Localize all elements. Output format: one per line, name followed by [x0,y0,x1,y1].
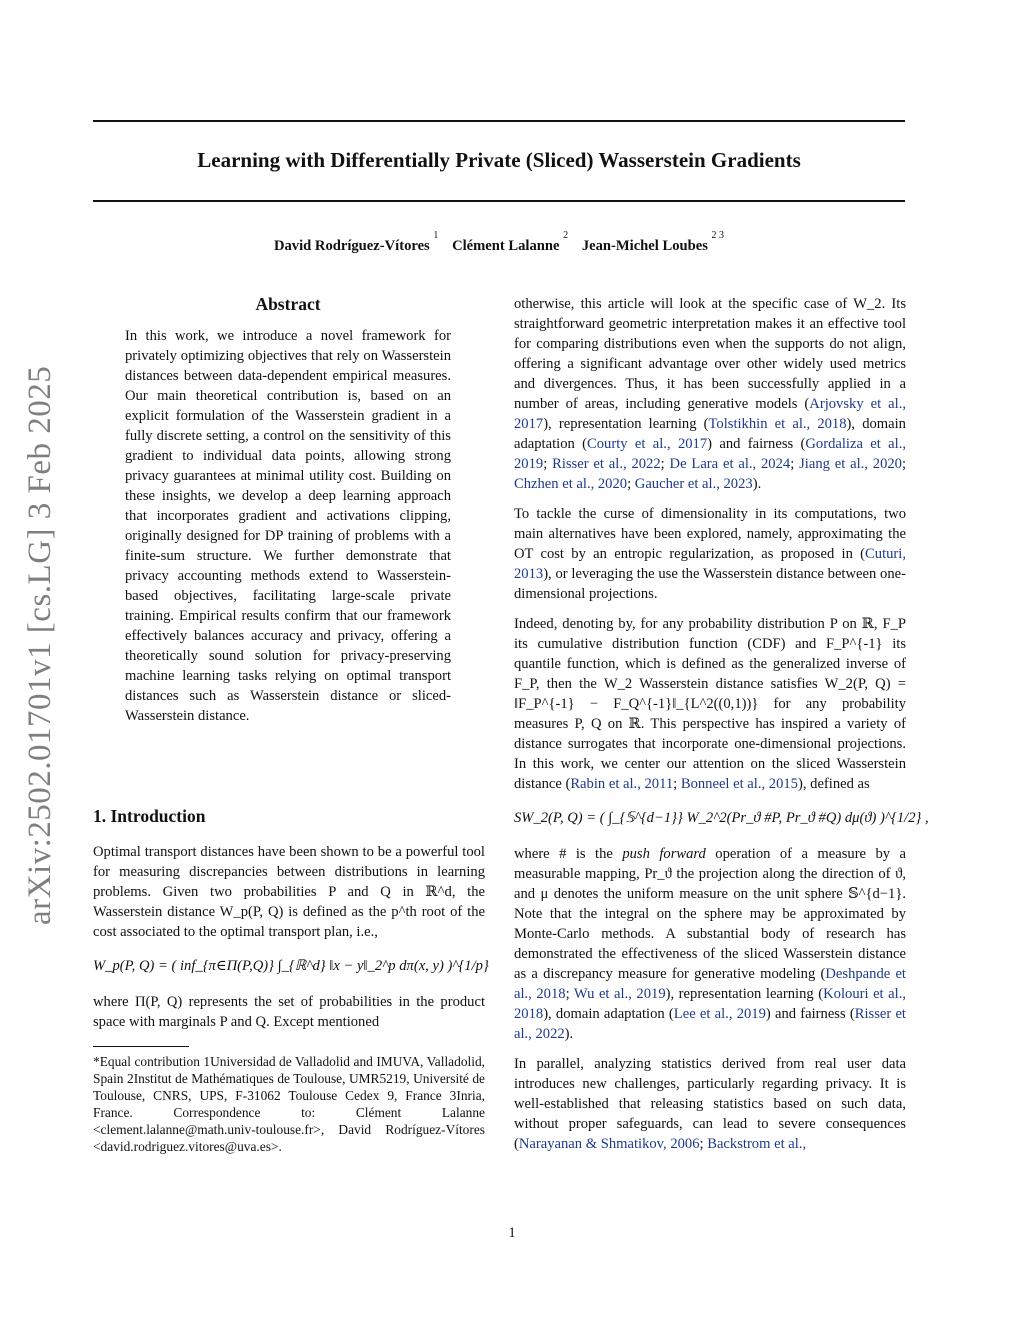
paragraph: Indeed, denoting by, for any probability distribution P on ℝ, F_P its cumulative distribution function (CDF) and F_P^{-1} its quantile function, which is defined as the generalized inverse of F_P, then the W_2 Wasserstein distance satisfies W_2(P, Q) = ‖F_P^{-1} − F_Q^{-1}‖_{L^2((0,1))} for any probability measures P, Q on ℝ. This perspective has inspired a variety of distance surrogates that incorporate one-dimensional projections. In this work, we center our attention on the sliced Wasserstein distance (Rabin et al., 2011; Bonneel et al., 2015), defined as [514,616,906,792]
equation-sliced-wasserstein: SW_2(P, Q) = ( ∫_{𝕊^{d−1}} W_2^2(Pr_ϑ #P, Pr_ϑ #Q) dμ(ϑ) )^{1/2} , [514,810,929,826]
abstract-text: In this work, we introduce a novel framework for privately optimizing objectives that rely on Wasserstein distances between data-dependent empirical measures. Our main theoretical contribution is, based on an explicit formulation of the Wasserstein gradient in a fully discrete setting, a control on the sensitivity of this gradient to individual data points, allowing strong privacy guarantees at minimal utility cost. Building on these insights, we develop a deep learning approach that incorporates gradient and activations clipping, originally designed for DP training of problems with a finite-sum structure. We further demonstrate that privacy accounting methods extend to Wasserstein-based objectives, facilitating large-scale private training. Empirical results confirm that our framework effectively balances accuracy and privacy, offering a theoretically sound solution for privacy-preserving machine learning tasks relying on optimal transport distances such as Wasserstein distance or sliced-Wasserstein distance. [125,328,451,724]
author-3: Jean-Michel Loubes $^{2 3}$ [581,230,725,254]
top-rule [93,120,905,122]
paragraph: where # is the push forward operation of a measure by a measurable mapping, Pr_ϑ the projection along the direction of ϑ, and μ denotes the uniform measure on the unit sphere 𝕊^{d−1}. Note that the integral on the sphere may be approximated by Monte-Carlo methods. A substantial body of research has demonstrated the effectiveness of the sliced Wasserstein distance as a discrepancy measure for generative modeling (Deshpande et al., 2018; Wu et al., 2019), representation learning (Kolouri et al., 2018), domain adaptation (Lee et al., 2019) and fairness (Risser et al., 2022). [514,846,907,1042]
citation-link[interactable]: Wu et al., 2019 [573,986,666,1002]
citation-link[interactable]: Risser et al., 2022 [552,456,661,472]
author-1: David Rodríguez-Vítores $^1$ [273,230,439,254]
author-2: Clément Lalanne $^2$ [452,230,569,254]
citation-link[interactable]: Lee et al., 2019 [673,1006,766,1022]
citation-link[interactable]: Courty et al., 2017 [587,436,708,452]
footnote-rule [93,1046,189,1047]
citation-link[interactable]: Tolstikhin et al., 2018 [708,416,847,432]
paper-title: Learning with Differentially Private (Sliced) Wasserstein Gradients [197,148,801,172]
equation-wasserstein: W_p(P, Q) = ( inf_{π∈Π(P,Q)} ∫_{ℝ^d} ‖x − y‖_2^p dπ(x, y) )^{1/p} [93,958,489,974]
citation-link[interactable]: De Lara et al., 2024 [669,456,791,472]
citation-link[interactable]: Kolouri et al., 2018 [514,986,906,1022]
affiliations-footnote: *Equal contribution 1Universidad de Valladolid and IMUVA, Valladolid, Spain 2Institut de Mathématiques de Toulouse, UMR5219, Université de Toulouse, CNRS, UPS, F-31062 Toulouse Cedex 9, France 3Inria, France. Correspondence to: Clément Lalanne <clement.lalanne@math.univ-toulouse.fr>, David Rodríguez-Vítores <david.rodriguez.vitores@uva.es>. [93,1054,485,1154]
paragraph: otherwise, this article will look at the specific case of W_2. Its straightforward geometric interpretation makes it an effective tool for comparing distributions even when the supports do not align, offering a significant advantage over other widely used metrics and divergences. Thus, it has been successfully applied in a number of areas, including generative models (Arjovsky et al., 2017), representation learning (Tolstikhin et al., 2018), domain adaptation (Courty et al., 2017) and fairness (Gordaliza et al., 2019; Risser et al., 2022; De Lara et al., 2024; Jiang et al., 2020; Chzhen et al., 2020; Gaucher et al., 2023). [514,296,907,492]
citation-link[interactable]: Rabin et al., 2011 [570,776,674,792]
citation-link[interactable]: Gaucher et al., 2023 [634,476,753,492]
paragraph: where Π(P, Q) represents the set of probabilities in the product space with marginals P and Q. Except mentioned [93,994,485,1030]
paragraph: To tackle the curse of dimensionality in its computations, two main alternatives have been explored, namely, approximating the OT cost by an entropic regularization, as proposed in (Cuturi, 2013), or leveraging the use the Wasserstein distance between one-dimensional projections. [514,506,906,602]
section-heading: 1. Introduction [93,806,206,826]
arxiv-watermark: arXiv:2502.01701v1 [cs.LG] 3 Feb 2025 [22,365,58,925]
citation-link[interactable]: Bonneel et al., 2015 [680,776,798,792]
citation-link[interactable]: Chzhen et al., 2020 [514,476,628,492]
abstract-section [125,294,451,736]
citation-link[interactable]: Risser et al., 2022 [514,1006,906,1042]
page-number: 1 [508,1225,516,1241]
paragraph: Optimal transport distances have been shown to be a powerful tool for measuring discrepancies between distributions in learning problems. Given two probabilities P and Q in ℝ^d, the Wasserstein distance W_p(P, Q) is defined as the p^th root of the cost associated to the optimal transport plan, i.e., [93,844,485,940]
abstract-heading: Abstract [255,294,321,314]
citation-link[interactable]: Deshpande et al., 2018 [514,966,906,1002]
paragraph: In parallel, analyzing statistics derived from real user data introduces new challenges, particularly regarding privacy. It is well-established that releasing statistics based on such data, without proper safeguards, can lead to severe consequences (Narayanan & Shmatikov, 2006; Backstrom et al., [514,1056,906,1152]
right-column [514,294,929,1164]
introduction-section [93,806,489,1155]
citation-link[interactable]: Arjovsky et al., 2017 [514,396,906,432]
bottom-rule [93,200,905,202]
citation-link[interactable]: Backstrom et al., [707,1136,807,1152]
citation-link[interactable]: Cuturi, 2013 [514,546,906,582]
author-list [93,230,905,255]
citation-link[interactable]: Jiang et al., 2020 [799,456,902,472]
citation-link[interactable]: Narayanan & Shmatikov, 2006 [518,1136,700,1152]
citation-link[interactable]: Gordaliza et al., 2019 [514,436,906,472]
